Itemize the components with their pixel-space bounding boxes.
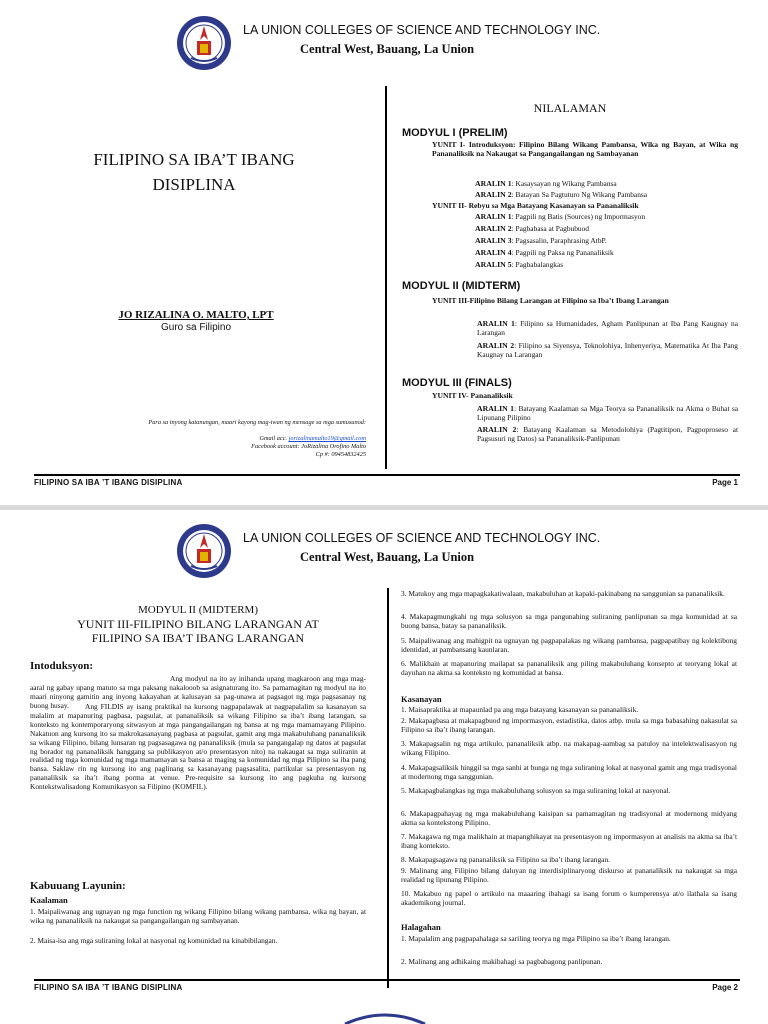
list-item: 8. Makapagsagawa ng pananaliksik sa Filipino sa iba’t ibang larangan. <box>401 855 611 864</box>
footer-title: FILIPINO SA IBA ’T IBANG DISIPLINA <box>34 478 183 487</box>
school-address: Central West, Bauang, La Union <box>300 42 475 56</box>
school-name: LA UNION COLLEGES OF SCIENCE AND TECHNOLOGY INC. <box>243 23 601 37</box>
page-number: Page 2 <box>712 983 738 992</box>
list-item: 2. Malinang ang adhikaing makibahagi sa pagbabagong panlipunan. <box>401 957 603 966</box>
contact-note: Para sa inyong katanungan, maari kayong mag-iwan ng mensage sa mga sumusunod: <box>148 419 366 426</box>
kaalaman-heading: Kaalaman <box>30 895 68 905</box>
school-header <box>0 520 768 580</box>
toc-yunit-3: YUNIT III-Filipino Bilang Larangan at Filipino sa Iba’t Ibang Larangan <box>432 296 669 305</box>
page-1 <box>0 0 768 505</box>
column-divider <box>387 588 389 988</box>
list-item: 6. Makapagpahayag ng mga makabuluhang kaisipan sa pamamagitan ng tradisyonal at modernong midyang akma sa kontekstong Pilipino. <box>401 809 737 827</box>
list-item: 5. Makapagbalangkas ng mga makabuluhang solusyon sa mga suliraning lokal at nasyonal. <box>401 786 671 795</box>
list-item: 5. Maipaliwanag ang mahigpit na ugnayan ng pagpapalakas ng wikang pambansa, pagpapatibay ng kolektibong identidad, at pambansang kaunlaran. <box>401 636 737 654</box>
toc-modyul-1: MODYUL I (PRELIM) <box>402 127 508 139</box>
school-logo-icon <box>175 14 233 72</box>
module-heading: MODYUL II (MIDTERM) YUNIT III-FILIPINO BILANG LARANGAN AT FILIPINO SA IBA’T IBANG LARANGAN <box>77 604 319 645</box>
list-item: 7. Makagawa ng mga malikhain at mapanghikayat na presentasyon ng impormasyon at analisis na akma sa iba’t ibang konteksto. <box>401 832 737 850</box>
facebook-account: Facebook account: JoRizalina Orofino Malto <box>251 443 366 450</box>
gmail-link[interactable]: jorizalinamalto19@gmail.com <box>288 435 366 442</box>
kasanayan-heading: Kasanayan <box>401 694 442 704</box>
footer-rule <box>34 979 740 981</box>
toc-heading: NILALAMAN <box>533 101 607 115</box>
contact-info: Gmail acc. jorizalinamalto19@gmail.com Facebook account: JoRizalina Orofino Malto Cp #: 09454832425 <box>251 435 366 458</box>
author-role: Guro sa Filipino <box>160 322 232 333</box>
toc-aralin: ARALIN 5: Pagbabalangkas <box>475 260 564 269</box>
footer-rule <box>34 474 740 476</box>
page-number: Page 1 <box>712 478 738 487</box>
list-item: 2. Maisa-isa ang mga suliraning lokal at nasyonal ng komunidad na kinabibilangan. <box>30 936 278 945</box>
list-item: 1. Maipaliwanag ang ugnayan ng mga function ng wikang Filipino bilang wikang pambansa, wika ng bayan, at wika ng pananaliksik na nakaugat sa pangangailangan ng sambayanan. <box>30 907 366 925</box>
list-item: 4. Makapagmungkahi ng mga solusyon sa mga pangunahing suliraning panlipunan sa mga komunidad at sa buong bansa, batay sa pananaliksik. <box>401 612 737 630</box>
toc-aralin: ARALIN 2: Batayan Sa Pagtuturo Ng Wikang Pambansa <box>475 190 648 199</box>
toc-aralin: ARALIN 2: Batayang Kaalaman sa Metodolohiya (Pagtitipon, Pagpoproseso at Pagsusuri ng Datos) sa Pananaliksik-Panlipunan <box>477 425 739 443</box>
next-page-logo-icon <box>340 1012 430 1024</box>
toc-aralin: ARALIN 2: Filipino sa Siyensya, Teknolohiya, Inhenyeriya, Matematika At Iba Pang Kaugnay na Larangan <box>477 341 738 359</box>
toc-aralin: ARALIN 2: Pagbabasa at Pagbubuod <box>475 224 589 233</box>
toc-yunit-2: YUNIT II- Rebyu sa Mga Batayang Kasanayan sa Pananaliksik <box>432 201 639 210</box>
list-item: 9. Malinang ang Filipino bilang daluyan ng interdisiplinaryong diskurso at pananaliksik na nakaugat sa mga realidad ng lipunang Pilipino. <box>401 866 737 884</box>
school-logo-icon <box>175 522 233 580</box>
layunin-heading: Kabuuang Layunin: <box>30 880 126 892</box>
cp-number: Cp #: 09454832425 <box>315 451 366 458</box>
list-item: 3. Makapagsalin ng mga artikulo, pananaliksik atbp. na makapag-aambag sa patuloy na intelektwalisasyon ng wikang Filipino. <box>401 739 737 757</box>
toc-yunit-1: YUNIT I- Introduksyon: Filipino Bilang Wikang Pambansa, Wika ng Bayan, at Wika ng Pananaliksik na Nakaugat sa Pangangailangan ng Sambayanan <box>432 140 738 158</box>
list-item: 6. Malikhain at mapanuring mailapat sa pananaliksik ang piling makabuluhang konsepto at teoryang lokal at dayuhan na akma sa konteksto ng komunidad at bansa. <box>401 659 737 677</box>
school-name: LA UNION COLLEGES OF SCIENCE AND TECHNOLOGY INC. <box>243 531 601 545</box>
school-address: Central West, Bauang, La Union <box>300 550 475 564</box>
toc-aralin: ARALIN 3: Pagsasalin, Paraphrasing AtbP. <box>475 236 607 245</box>
module-title: FILIPINO SA IBA’T IBANG DISIPLINA <box>93 150 295 194</box>
halagahan-heading: Halagahan <box>401 922 441 932</box>
intro-paragraph: Ang modyul na ito ay inihanda upang magkaroon ang mga mag-aaral ng gabay upang matuto sa mga paksang nakalooob sa asignaturang ito. Sa pamamagitan ng modyul na ito maari ninyong gamitin ang inyong kakayahan at kalusayan sa pag-unawa at pagsagot ng mga pagsasanay ng buong husay. <box>30 674 366 710</box>
toc-aralin: ARALIN 1: Filipino sa Humanidades, Agham Panlipunan at Iba Pang Kaugnay na Larangan <box>477 319 738 337</box>
list-item: 1. Maisapraktika at mapaunlad pa ang mga batayang kasanayan sa pananaliksik. <box>401 705 639 714</box>
toc-aralin: ARALIN 1: Kasaysayan ng Wikang Pambansa <box>475 179 617 188</box>
toc-aralin: ARALIN 4: Pagpili ng Paksa ng Pananaliksik <box>475 248 614 257</box>
list-item: 4. Makapagsaliksik hinggil sa mga sanhi at bunga ng mga suliraning lokal at nasyonal gamit ang mga tradisyonal at modernong mga sanggunian. <box>401 763 737 781</box>
list-item: 1. Mapalalim ang pagpapahalaga sa sariling teorya ng mga Pilipino sa iba’t ibang larangan. <box>401 934 671 943</box>
column-divider <box>385 86 387 469</box>
list-item: 3. Matukoy ang mga mapagkakatiwalaan, makabuluhan at kapaki-pakinabang na sanggunian sa pananaliksik. <box>401 589 725 598</box>
toc-modyul-2: MODYUL II (MIDTERM) <box>402 280 521 292</box>
toc-modyul-3: MODYUL III (FINALS) <box>402 377 512 389</box>
intro-paragraph: Ang FILDIS ay isang praktikal na kursong nagpapalawak at nagpapalalim sa kasanayan sa malalim at mapanuring pagbasa, pagsulat, at pananaliksik sa wikang Filipino sa iba’t ibang larangan, sa konteksto ng kontemporaryong sitwasyon at mga pangangailangan ng bansa at ng mga mamamayang Pilipino. Nakatuon ang kursong ito sa makrokasanayang pagbasa at pagsulat, gamit ang mga makabuluhang pananaliksik sa wikang Filipino, bilang lunsaran ng pagsasagawa ng pananaliksik (mula sa pangangalap ng datos at pagsulat ng borador ng pananaliksik hanggang sa publikasyon at/o presentasyon nito) na nakaugat sa mga suliranin at realidad ng mga komunidad ng mga mamamayan sa bansa at maging sa komunidad ng mga Pilipino sa iba pang bansa. Saklaw rin ng kursong ito ang paglinang sa kasanayang pagsasalita, partikular sa presentasyon ng pananaliksik sa iba’t ibang porma at venue. Pre-requisite sa kursong ito ang pagkuha ng kursong Kontekstwalisadong Komunikasyon sa Filipino (KOMFIL). <box>30 702 366 792</box>
list-item: 10. Makabuo ng papel o artikulo na maaaring ibahagi sa isang forum o kumperensya at/o ilathala sa isang akademikong journal. <box>401 889 737 907</box>
toc-aralin: ARALIN 1: Pagpili ng Batis (Sources) ng Impormasyon <box>475 212 646 221</box>
toc-aralin: ARALIN 1: Batayang Kaalaman sa Mga Teorya sa Pananaliksik na Akma o Buhat sa Lipunang Pilipino <box>477 404 738 422</box>
list-item: 2. Makapagbasa at makapagbuod ng impormasyon, estadistika, datos atbp. mula sa mga babasahing nakasulat sa Filipino sa iba’t ibang larangan. <box>401 716 737 734</box>
toc-yunit-4: YUNIT IV- Pananaliksik <box>432 391 513 400</box>
school-header <box>0 12 768 72</box>
intro-heading: Intoduksyon: <box>30 660 93 672</box>
author-name: JO RIZALINA O. MALTO, LPT <box>118 309 274 321</box>
footer-title: FILIPINO SA IBA ’T IBANG DISIPLINA <box>34 983 183 992</box>
